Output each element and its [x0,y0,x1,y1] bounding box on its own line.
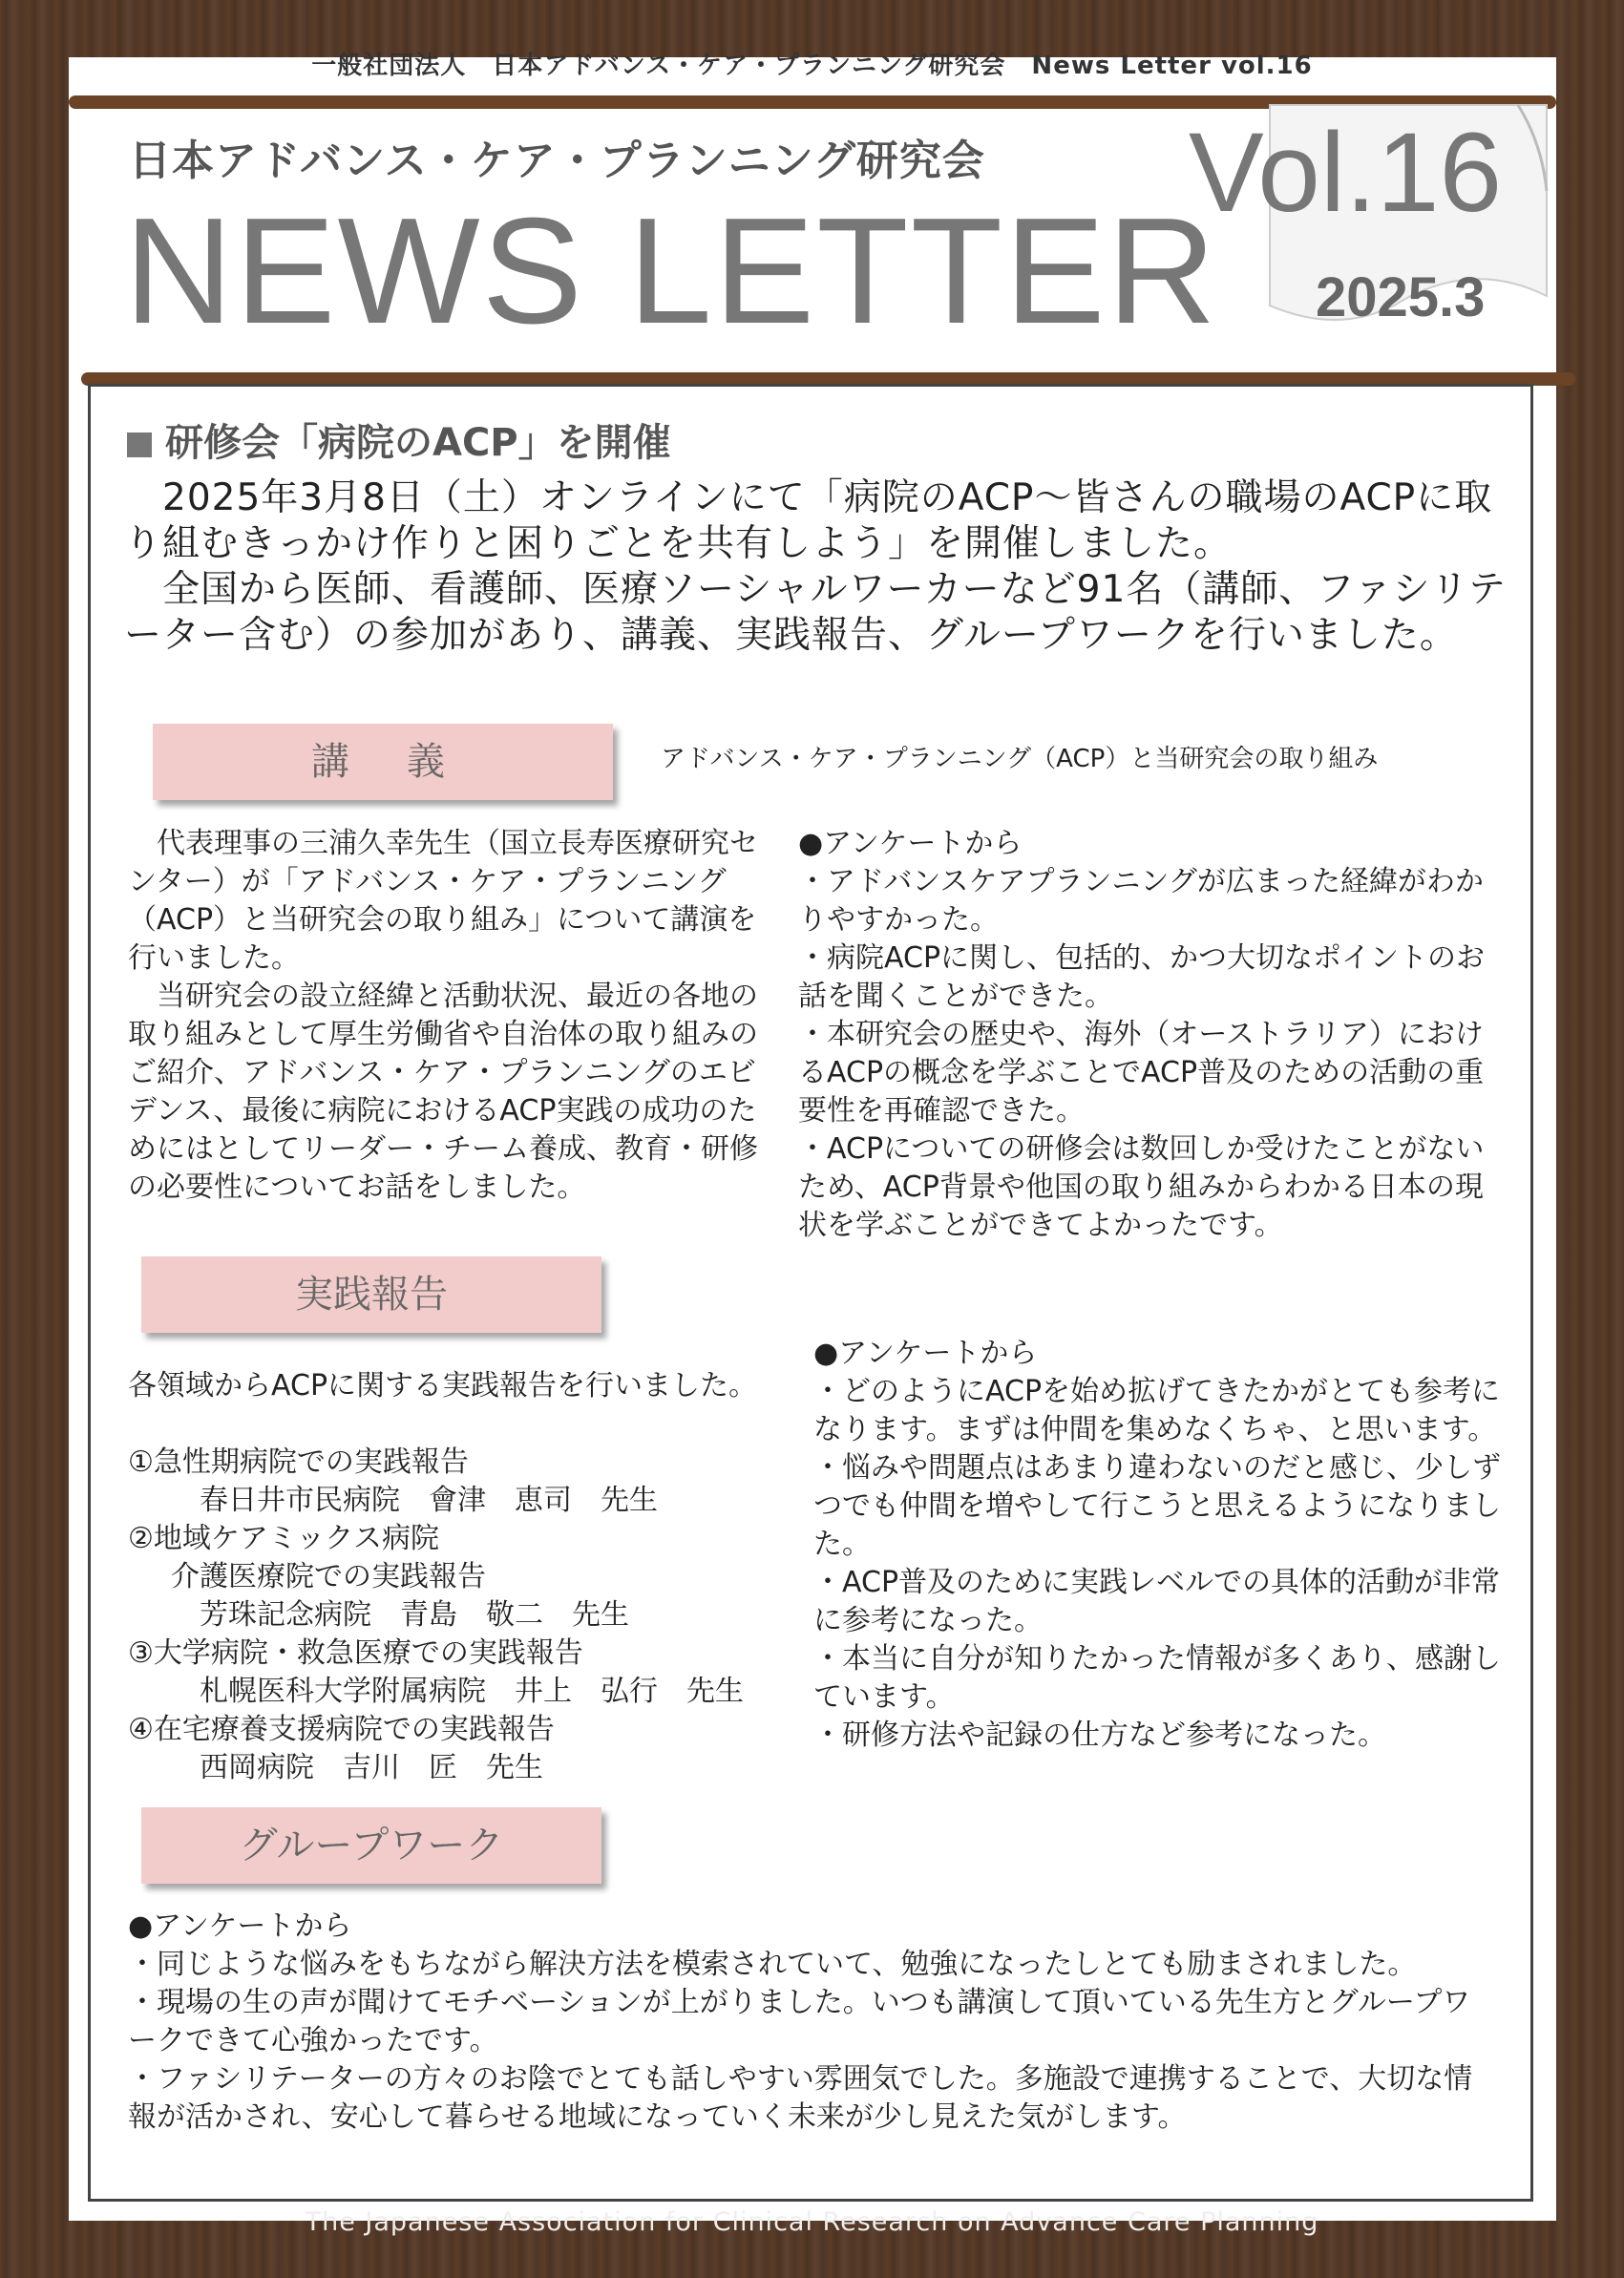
survey-item: ・ファシリテーターの方々のお陰でとても話しやすい雰囲気でした。多施設で連携することで、大切な情報が活かされ、安心して暮らせる地域になっていく未来が少し見えた気がします。 [128,2062,1473,2134]
survey-title: ●アンケートから [813,1337,1038,1370]
practice-label: 実践報告 [141,1256,601,1333]
survey-item: ・本当に自分が知りたかった情報が多くあり、感謝しています。 [813,1642,1501,1714]
survey-item: ・悩みや問題点はあまり違わないのだと感じ、少しずつでも仲間を増やして行こうと思えるようになりました。 [813,1451,1501,1561]
survey-item: ・どのようにACPを始め拡げてきたかがとても参考になります。まずは仲間を集めなくちゃ、と思います。 [813,1375,1501,1446]
newsletter-title: NEWS LETTER [124,187,1218,355]
practice-item-presenter: 春日井市民病院 會津 恵司 先生 [200,1484,658,1517]
practice-body [128,1367,815,1787]
lecture-caption: アドバンス・ケア・プランニング（ACP）と当研究会の取り組み [661,745,1379,773]
issue-date: 2025.3 [1316,266,1486,328]
lecture-label: 講 義 [153,724,613,800]
practice-item-title: ③大学病院・救急医療での実践報告 [128,1636,583,1670]
groupwork-label: グループワーク [141,1807,601,1884]
lecture-survey [798,825,1505,1245]
volume-number: Vol.16 [1189,110,1503,236]
practice-item-presenter: 西岡病院 吉川 匠 先生 [200,1751,543,1784]
survey-title: ●アンケートから [128,1909,352,1943]
practice-survey [813,1335,1516,1755]
practice-item-presenter: 札幌医科大学附属病院 井上 弘行 先生 [200,1675,744,1708]
lecture-paragraph-1: 代表理事の三浦久幸先生（国立長寿医療研究センター）が「アドバンス・ケア・プランニング（ACP）と当研究会の取り組み」について講演を行いました。 [128,827,758,975]
article-intro [124,475,1528,659]
practice-item-title: ④在宅療養支援病院での実践報告 [128,1713,555,1746]
article-heading [127,412,671,467]
practice-intro: 各領域からACPに関する実践報告を行いました。 [128,1369,758,1403]
practice-item-title: ①急性期病院での実践報告 [128,1445,469,1479]
organization-line: 一般社団法人 日本アドバンス・ケア・プランニング研究会 News Letter vol.16 [311,52,1313,80]
survey-item: ・ACPについての研修会は数回しか受けたことがないため、ACP背景や他国の取り組みからわかる日本の現状を学ぶことができてよかったです。 [798,1132,1485,1242]
footer-association-name: The Japanese Association for Clinical Research on Advance Care Planning [305,2207,1319,2237]
survey-item: ・ACP普及のために実践レベルでの具体的活動が非常に参考になった。 [813,1566,1501,1637]
survey-item: ・同じような悩みをもちながら解決方法を模索されていて、勉強になったしとても励まされました。 [128,1948,1417,1981]
survey-item: ・本研究会の歴史や、海外（オーストラリア）におけるACPの概念を学ぶことでACP普及のための活動の重要性を再確認できた。 [798,1018,1485,1128]
article-heading-text: 研修会「病院のACP」を開催 [165,421,671,465]
groupwork-survey [128,1908,1493,2137]
intro-paragraph-1: 2025年3月8日（土）オンラインにて「病院のACP～皆さんの職場のACPに取り組むきっかけ作りと困りごとを共有しよう」を開催しました。 [124,476,1493,565]
survey-item: ・研修方法や記録の仕方など参考になった。 [813,1719,1386,1752]
survey-item: ・病院ACPに関し、包括的、かつ大切なポイントのお話を聞くことができた。 [798,941,1486,1013]
lecture-paragraph-2: 当研究会の設立経緯と活動状況、最近の各地の取り組みとして厚生労働省や自治体の取り組みのご紹介、アドバンス・ケア・プランニングのエビデンス、最後に病院におけるACP実践の成功のためにはとしてリーダー・チーム養成、教育・研修の必要性についてお話をしました。 [128,980,758,1204]
square-bullet-icon [127,432,152,457]
practice-item-title: ②地域ケアミックス病院 [128,1522,439,1555]
lecture-body [128,825,777,1207]
intro-paragraph-2: 全国から医師、看護師、医療ソーシャルワーカーなど91名（講師、ファシリテーター含む）の参加があり、講義、実践報告、グループワークを行いました。 [124,568,1507,657]
survey-item: ・アドバンスケアプランニングが広まった経緯がわかりやすかった。 [798,865,1484,937]
practice-item-presenter: 芳珠記念病院 青島 敬二 先生 [200,1598,629,1632]
practice-item-subtitle: 介護医療院での実践報告 [171,1560,486,1593]
survey-item: ・現場の生の声が聞けてモチベーションが上がりました。いつも講演して頂いている先生方とグループワークできて心強かったです。 [128,1986,1471,2057]
newsletter-org-title: 日本アドバンス・ケア・プランニング研究会 [129,137,985,185]
survey-title: ●アンケートから [798,827,1023,860]
